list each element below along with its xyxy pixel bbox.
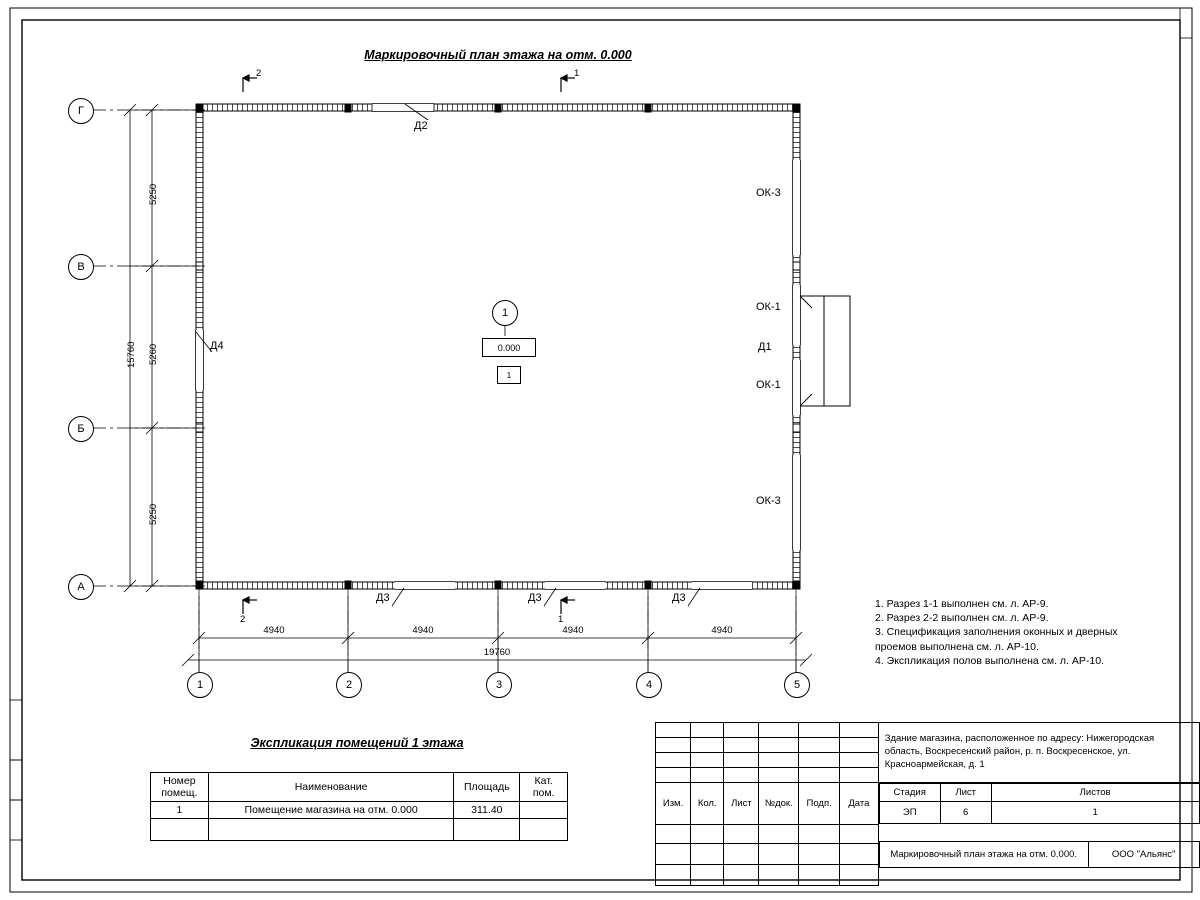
dim-vertical-1: 5250 xyxy=(148,183,159,205)
axis-label-3: 3 xyxy=(486,672,512,698)
stage-header-sheet: Лист xyxy=(940,784,991,802)
cell-category xyxy=(520,819,568,841)
drawing-name: Маркировочный план этажа на отм. 0.000. xyxy=(879,841,1088,867)
dim-horizontal-total: 19760 xyxy=(483,647,511,658)
door-label-d3-2: Д3 xyxy=(528,592,542,604)
section-mark-bottom-right: 1 xyxy=(558,614,564,625)
dim-vertical-total: 15760 xyxy=(126,341,137,368)
stage-value-sheet: 6 xyxy=(940,802,991,824)
note-1: 1. Разрез 1-1 выполнен см. л. АР-9. xyxy=(875,598,1049,610)
note-2: 2. Разрез 2-2 выполнен см. л. АР-9. xyxy=(875,612,1049,625)
note-3: 3. Спецификация заполнения оконных и дверных xyxy=(875,626,1118,639)
window-label-ok3-top: ОК-3 xyxy=(756,187,781,199)
company-name: ООО "Альянс" xyxy=(1088,841,1199,867)
room-number-marker: 1 xyxy=(492,300,518,326)
floor-type-marker: 1 xyxy=(497,366,521,384)
stage-header-sheets: Листов xyxy=(991,784,1199,802)
note-5: 4. Экспликация полов выполнена см. л. АР-10. xyxy=(875,654,1104,667)
stamp-col-list: Лист xyxy=(724,783,759,825)
axis-label-v: В xyxy=(68,254,94,280)
col-header-number: Номер помещ. xyxy=(151,773,209,802)
table-row xyxy=(151,819,568,841)
cell-number xyxy=(151,819,209,841)
cell-area xyxy=(454,819,520,841)
explication-title: Экспликация помещений 1 этажа xyxy=(250,736,464,750)
door-label-d3-1: Д3 xyxy=(376,592,390,604)
col-header-name: Наименование xyxy=(208,773,454,802)
window-label-ok1-lower: ОК-1 xyxy=(756,379,781,391)
dim-horizontal-3: 4940 xyxy=(562,625,584,636)
axis-label-a: А xyxy=(68,574,94,600)
plan-title: Маркировочный план этажа на отм. 0.000 xyxy=(364,48,632,62)
stage-header-stage: Стадия xyxy=(879,784,940,802)
dim-vertical-2: 5260 xyxy=(148,343,159,365)
dim-horizontal-1: 4940 xyxy=(263,625,285,636)
cell-number: 1 xyxy=(151,802,209,819)
stamp-col-podp: Подп. xyxy=(799,783,840,825)
dim-horizontal-4: 4940 xyxy=(711,625,733,636)
window-label-ok3-bottom: ОК-3 xyxy=(756,495,781,507)
cell-name: Помещение магазина на отм. 0.000 xyxy=(208,802,454,819)
explication-table xyxy=(150,772,568,841)
dim-horizontal-2: 4940 xyxy=(412,625,434,636)
stamp-col-ndok: №док. xyxy=(759,783,799,825)
table-header-row xyxy=(151,773,568,802)
cell-name xyxy=(208,819,454,841)
table-row xyxy=(151,802,568,819)
col-header-category: Кат. пом. xyxy=(520,773,568,802)
note-4: проемов выполнена см. л. АР-10. xyxy=(875,640,1039,653)
stamp-col-data: Дата xyxy=(840,783,879,825)
dim-vertical-3: 5250 xyxy=(148,503,159,525)
axis-label-2: 2 xyxy=(336,672,362,698)
stamp-col-kol: Кол. xyxy=(691,783,724,825)
stamp-column-headers xyxy=(656,783,1200,825)
room-level-marker: 0.000 xyxy=(482,338,536,357)
stamp-col-izm: Изм. xyxy=(656,783,691,825)
section-mark-bottom-left: 2 xyxy=(240,614,246,625)
stage-value-stage: ЭП xyxy=(879,802,940,824)
notes-block xyxy=(875,597,1118,668)
object-description: Здание магазина, расположенное по адресу: Нижегородская область, Воскресенский район, р. п. Воскресенское, ул. Красноармейская, д. 1 xyxy=(878,723,1199,783)
axis-label-4: 4 xyxy=(636,672,662,698)
axis-label-b: Б xyxy=(68,416,94,442)
window-label-ok1-upper: ОК-1 xyxy=(756,301,781,313)
drawing-name-table xyxy=(879,841,1200,868)
section-mark-top-right: 1 xyxy=(574,68,580,79)
axis-label-5: 5 xyxy=(784,672,810,698)
axis-label-1: 1 xyxy=(187,672,213,698)
door-label-d4: Д4 xyxy=(210,340,224,352)
door-label-d3-3: Д3 xyxy=(672,592,686,604)
axis-label-g: Г xyxy=(68,98,94,124)
door-label-d1: Д1 xyxy=(758,341,772,353)
cell-category xyxy=(520,802,568,819)
stage-value-sheets: 1 xyxy=(991,802,1199,824)
stage-table xyxy=(879,783,1200,824)
door-label-d2: Д2 xyxy=(414,120,428,132)
section-mark-top-left: 2 xyxy=(256,68,262,79)
col-header-area: Площадь xyxy=(454,773,520,802)
title-block xyxy=(655,722,1200,886)
cell-area: 311.40 xyxy=(454,802,520,819)
